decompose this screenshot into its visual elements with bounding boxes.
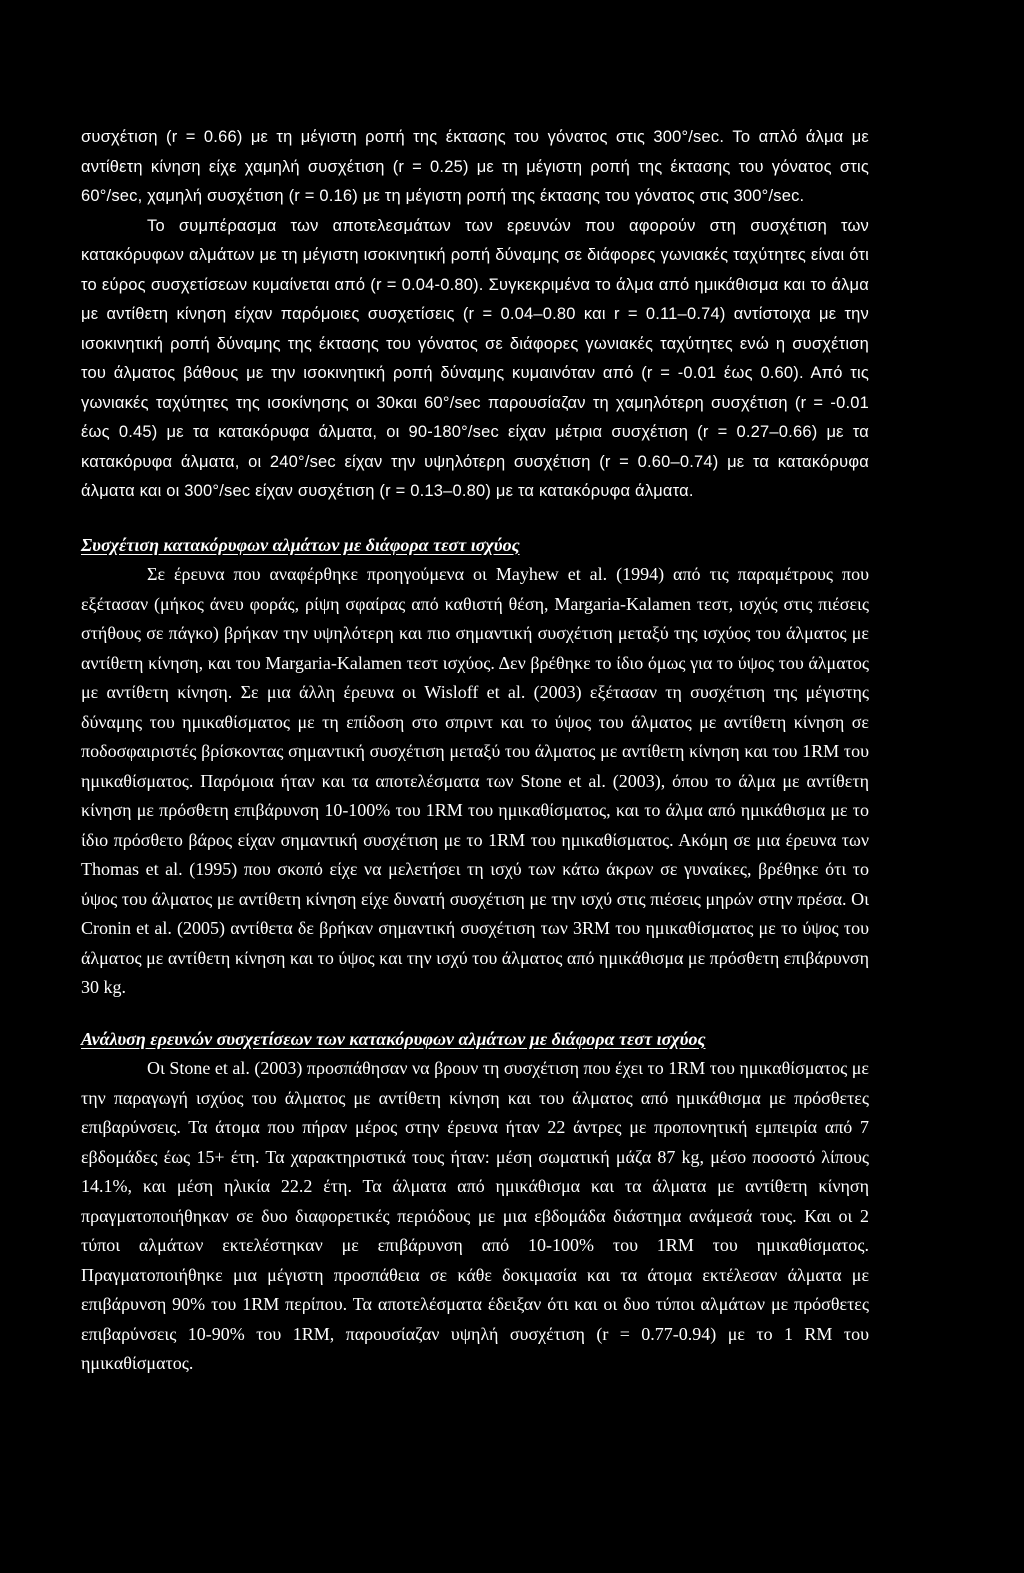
section-heading-power-tests: Συσχέτιση κατακόρυφων αλμάτων με διάφορα τεστ ισχύος: [81, 534, 520, 555]
paragraph-analysis: Οι Stone et al. (2003) προσπάθησαν να βρουν τη συσχέτιση που έχει το 1RM του ημικαθίσματος με την παραγωγή ισχύος του άλματος με αντίθετη κίνηση και του άλματος από ημικάθισμα με πρόσθετες επιβαρύνσεις. Τα άτομα που πήραν μέρος στην έρευνα ήταν 22 άντρες με προπονητική εμπειρία από 7 εβδομάδες έως 15+ έτη. Τα χαρακτηριστικά τους ήταν: μέση σωματική μάζα 87 kg, μέσο ποσοστό λίπους 14.1%, και μέση ηλικία 22.2 έτη. Τα άλματα από ημικάθισμα και τα άλματα με αντίθετη κίνηση πραγματοποιήθηκαν σε δυο διαφορετικές περιόδους με μια εβδομάδα διάστημα ανάμεσά τους. Και οι 2 τύποι αλμάτων εκτελέστηκαν με επιβάρυνση από 10-100% του 1RM του ημικαθίσματος. Πραγματοποιήθηκε μια μέγιστη προσπάθεια σε κάθε δοκιμασία και τα άτομα εκτέλεσαν άλματα με επιβάρυνση 90% του 1RM περίπου. Τα αποτελέσματα έδειξαν ότι και οι δυο τύποι αλμάτων με πρόσθετες επιβαρύνσεις 10-90% του 1RM, παρουσίαζαν υψηλή συσχέτιση (r = 0.77-0.94) με το 1 RM του ημικαθίσματος.: [81, 1058, 869, 1373]
paragraph-continued: συσχέτιση (r = 0.66) με τη μέγιστη ροπή της έκτασης του γόνατος στις 300°/sec. Το απλό άλμα με αντίθετη κίνηση είχε χαμηλή συσχέτιση (r = 0.25) με τη μέγιστη ροπή της έκτασης του γόνατος στις 60°/sec, χαμηλή συσχέτιση (r = 0.16) με τη μέγιστη ροπή της έκτασης του γόνατος στις 300°/sec.: [81, 128, 869, 205]
section-heading-analysis: Ανάλυση ερευνών συσχετίσεων των κατακόρυφων αλμάτων με διάφορα τεστ ισχύος: [81, 1028, 706, 1049]
document-page: [81, 123, 869, 1379]
paragraph-conclusion: Το συμπέρασμα των αποτελεσμάτων των ερευνών που αφορούν στη συσχέτιση των κατακόρυφων αλμάτων με τη μέγιστη ισοκινητική ροπή δύναμης σε διάφορες γωνιακές ταχύτητες είναι ότι το εύρος συσχετίσεων κυμαίνεται από (r = 0.04-0.80). Συγκεκριμένα το άλμα από ημικάθισμα και το άλμα με αντίθετη κίνηση είχαν παρόμοιες συσχετίσεις (r = 0.04–0.80 και r = 0.11–0.74) αντίστοιχα με την ισοκινητική ροπή δύναμης της έκτασης του γόνατος σε διάφορες γωνιακές ταχύτητες ενώ η συσχέτιση του άλματος βάθους με την ισοκινητική ροπή δύναμης κυμαινόταν από (r = -0.01 έως 0.60). Από τις γωνιακές ταχύτητες της ισοκίνησης οι 30και 60°/sec παρουσίαζαν τη χαμηλότερη συσχέτιση (r = -0.01 έως 0.45) με τα κατακόρυφα άλματα, οι 90-180°/sec είχαν μέτρια συσχέτιση (r = 0.27–0.66) με τα κατακόρυφα άλματα, οι 240°/sec είχαν την υψηλότερη συσχέτιση (r = 0.60–0.74) με τα κατακόρυφα άλματα και οι 300°/sec είχαν συσχέτιση (r = 0.13–0.80) με τα κατακόρυφα άλματα.: [81, 216, 869, 500]
paragraph-power-tests: Σε έρευνα που αναφέρθηκε προηγούμενα οι Mayhew et al. (1994) από τις παραμέτρους που εξέτασαν (μήκος άνευ φοράς, ρίψη σφαίρας από καθιστή θέση, Margaria-Kalamen τεστ, ισχύς στις πιέσεις στήθους σε πάγκο) βρήκαν την υψηλότερη και πιο σημαντική συσχέτιση μεταξύ της ισχύος του άλματος με αντίθετη κίνηση, και του Margaria-Kalamen τεστ ισχύος. Δεν βρέθηκε το ίδιο όμως για το ύψος του άλματος με αντίθετη κίνηση. Σε μια άλλη έρευνα οι Wisloff et al. (2003) εξέτασαν τη συσχέτιση της μέγιστης δύναμης του ημικαθίσματος με τη επίδοση στο σπριντ και το ύψος του άλματος με αντίθετη κίνηση σε ποδοσφαιριστές βρίσκοντας σημαντική συσχέτιση μεταξύ του άλματος με αντίθετη κίνηση και του 1RM του ημικαθίσματος. Παρόμοια ήταν και τα αποτελέσματα των Stone et al. (2003), όπου το άλμα με αντίθετη κίνηση με πρόσθετη επιβάρυνση 10-100% του 1RM του ημικαθίσματος, και το άλμα από ημικάθισμα με το ίδιο πρόσθετο βάρος είχαν σημαντική συσχέτιση με το 1RM του ημικαθίσματος. Ακόμη σε μια έρευνα των Thomas et al. (1995) που σκοπό είχε να μελετήσει τη ισχύ των κάτω άκρων σε γυναίκες, βρέθηκε ότι το ύψος του άλματος με αντίθετη κίνηση είχε δυνατή συσχέτιση με την ισχύ στις πιέσεις μηρών στην πρέσα. Οι Cronin et al. (2005) αντίθετα δε βρήκαν σημαντική συσχέτιση των 3RM του ημικαθίσματος με το ύψος του άλματος με αντίθετη κίνηση και το ύψος και την ισχύ του άλματος από ημικάθισμα με πρόσθετη επιβάρυνση 30 kg.: [81, 564, 869, 997]
